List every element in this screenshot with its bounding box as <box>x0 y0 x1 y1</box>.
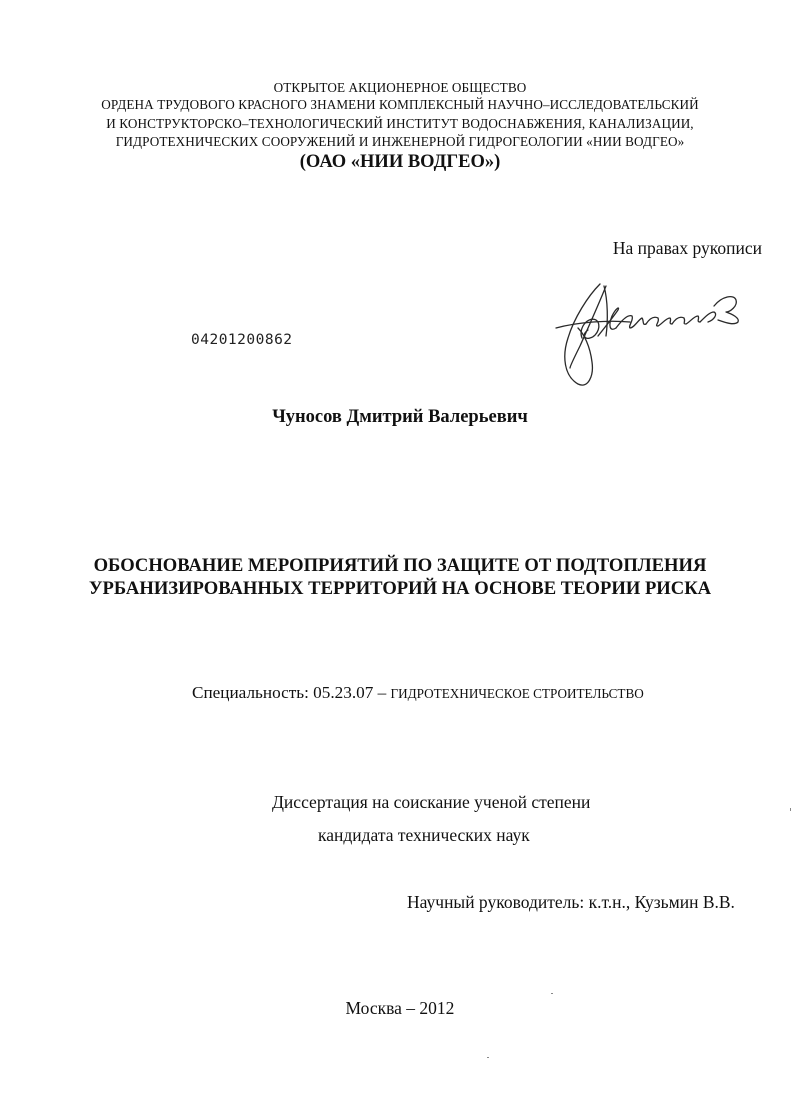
scan-speck <box>487 1057 489 1058</box>
specialty <box>192 683 644 703</box>
place-year: Москва – 2012 <box>345 998 455 1018</box>
scan-speck <box>551 993 553 994</box>
specialty-label: Специальность: 05.23.07 – <box>192 683 391 702</box>
org-line-2: ОРДЕНА ТРУДОВОГО КРАСНОГО ЗНАМЕНИ КОМПЛЕКСНЫЙ НАУЧНО–ИССЛЕДОВАТЕЛЬСКИЙ <box>101 97 699 112</box>
dissertation-line-1: Диссертация на соискание ученой степени <box>272 792 591 812</box>
specialty-name: ГИДРОТЕХНИЧЕСКОЕ СТРОИТЕЛЬСТВО <box>390 686 644 701</box>
org-line-1: ОТКРЫТОЕ АКЦИОНЕРНОЕ ОБЩЕСТВО <box>273 80 527 95</box>
manuscript-note: На правах рукописи <box>612 238 762 258</box>
org-line-3: И КОНСТРУКТОРСКО–ТЕХНОЛОГИЧЕСКИЙ ИНСТИТУТ ВОДОСНАБЖЕНИЯ, КАНАЛИЗАЦИИ, <box>106 116 694 131</box>
signature-icon <box>548 276 748 391</box>
scan-speck <box>790 808 791 811</box>
dissertation-line-2: кандидата технических наук <box>318 825 530 845</box>
document-number: 04201200862 <box>191 332 293 348</box>
thesis-title-line-2: УРБАНИЗИРОВАННЫХ ТЕРРИТОРИЙ НА ОСНОВЕ ТЕОРИИ РИСКА <box>88 578 712 599</box>
thesis-title-line-1: ОБОСНОВАНИЕ МЕРОПРИЯТИЙ ПО ЗАЩИТЕ ОТ ПОДТОПЛЕНИЯ <box>93 555 707 576</box>
author-name: Чуносов Дмитрий Валерьевич <box>272 407 528 427</box>
org-line-4: ГИДРОТЕХНИЧЕСКИХ СООРУЖЕНИЙ И ИНЖЕНЕРНОЙ ГИДРОГЕОЛОГИИ «НИИ ВОДГЕО» <box>115 134 685 149</box>
supervisor: Научный руководитель: к.т.н., Кузьмин В.В. <box>407 892 735 912</box>
org-abbreviation: (ОАО «НИИ ВОДГЕО») <box>299 152 501 172</box>
